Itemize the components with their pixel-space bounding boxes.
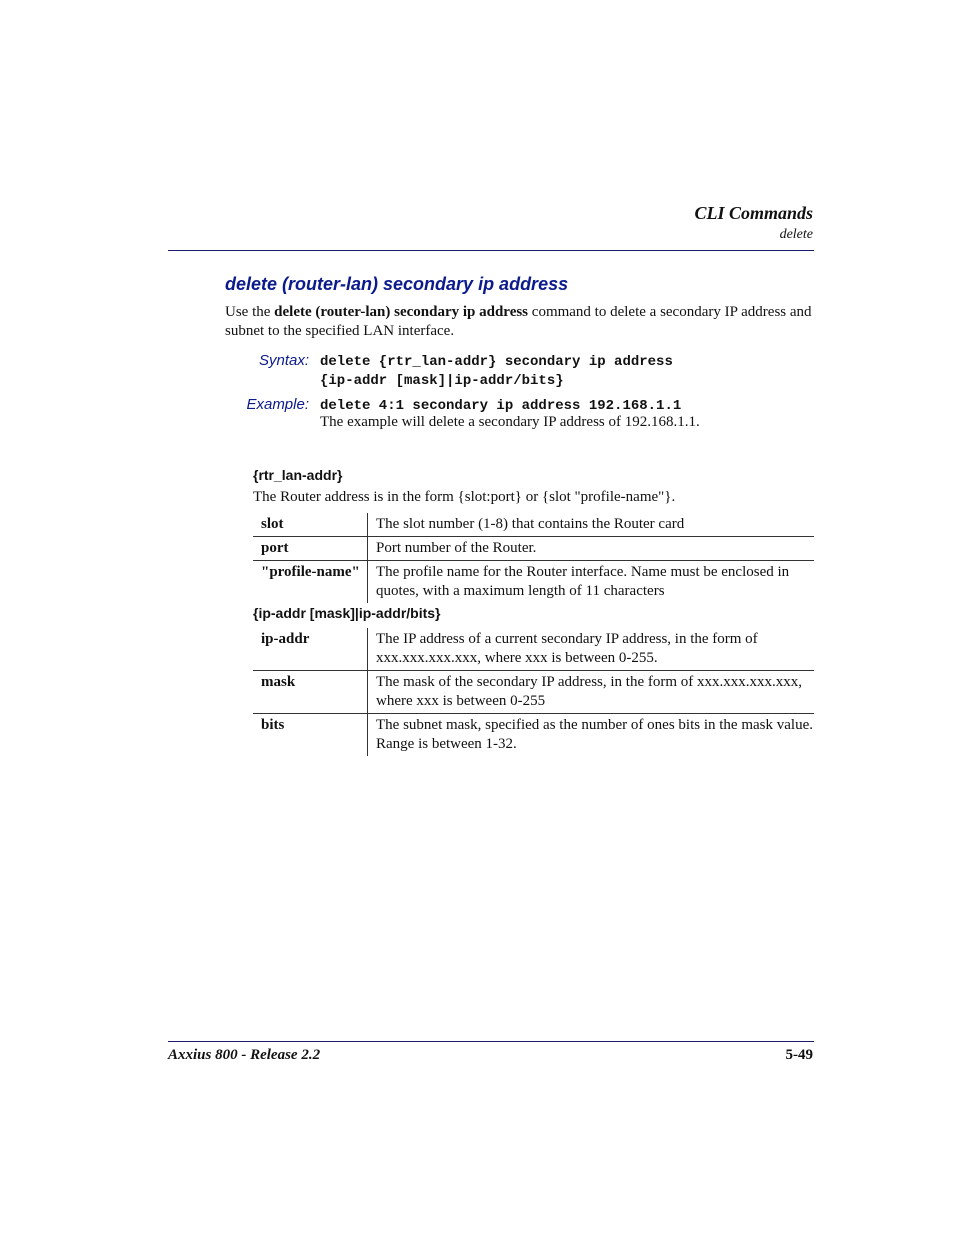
example-label: Example:: [246, 396, 309, 413]
header-rule: [168, 250, 814, 251]
running-header-topic: delete: [779, 227, 813, 242]
param-description: Port number of the Router.: [368, 537, 815, 561]
param-description: The mask of the secondary IP address, in the form of xxx.xxx.xxx.xxx, where xxx is between 0-255: [368, 671, 815, 714]
syntax-line-2: {ip-addr [mask]|ip-addr/bits}: [320, 373, 564, 389]
table-row: [253, 513, 814, 537]
page-number: 5-49: [785, 1047, 813, 1063]
param-description: The IP address of a current secondary IP address, in the form of xxx.xxx.xxx.xxx, where xxx is between 0-255.: [376, 631, 758, 666]
param-group-title-ip-addr: {ip-addr [mask]|ip-addr/bits}: [253, 605, 441, 621]
param-name: "profile-name": [253, 561, 368, 604]
footer-rule: [168, 1041, 814, 1042]
intro-paragraph: [225, 303, 815, 341]
table-row: [253, 714, 814, 757]
example-note: The example will delete a secondary IP address of 192.168.1.1.: [320, 414, 700, 430]
chapter-title: CLI Commands: [694, 203, 813, 223]
param-name: bits: [253, 714, 368, 757]
param-description: The profile name for the Router interface. Name must be enclosed in quotes, with a maximum length of 11 characters: [368, 561, 815, 604]
intro-text-pre: Use the: [225, 304, 275, 320]
intro-text-post: command to delete a secondary IP address and subnet to the specified LAN interface.: [225, 304, 812, 339]
param-description: The slot number (1-8) that contains the Router card: [376, 516, 685, 532]
syntax-line-1: delete {rtr_lan-addr} secondary ip address: [320, 354, 673, 370]
param-name: ip-addr: [253, 628, 368, 671]
rtr-lan-addr-table: [253, 513, 814, 603]
table-row: [253, 537, 814, 561]
intro-command-name: delete (router-lan) secondary ip address: [274, 304, 529, 320]
footer-product-release: Axxius 800 - Release 2.2: [168, 1047, 321, 1063]
param-description: The subnet mask, specified as the number of ones bits in the mask value. Range is between 1-32.: [368, 714, 815, 757]
syntax-label: Syntax:: [258, 352, 309, 369]
param-name: slot: [253, 513, 368, 537]
param-group-title-rtr-lan-addr: {rtr_lan-addr}: [253, 467, 343, 483]
param-group-description: The Router address is in the form {slot:port} or {slot "profile-name"}.: [253, 489, 676, 505]
table-row: [253, 628, 814, 671]
param-name: port: [253, 537, 368, 561]
ip-addr-table: [253, 628, 814, 756]
param-name: mask: [253, 671, 368, 714]
section-title: delete (router-lan) secondary ip address: [225, 274, 569, 294]
table-row: [253, 671, 814, 714]
table-row: [253, 561, 814, 604]
example-command: delete 4:1 secondary ip address 192.168.1.1: [320, 398, 682, 414]
